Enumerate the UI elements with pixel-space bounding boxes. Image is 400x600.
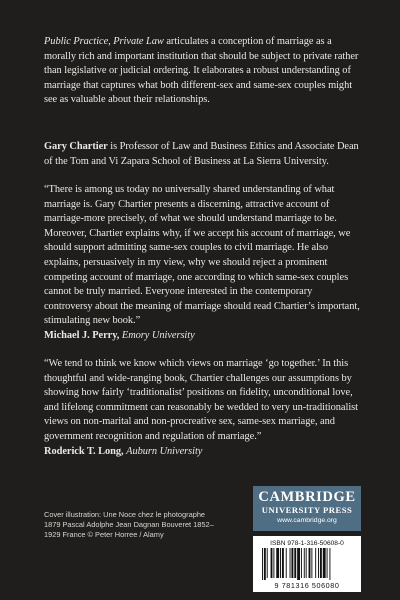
endorsement: “There is among us today no universally shared understanding of what marriage is. Gary Chartier presents a discerning, attractive account of marriage-more precisely, of what we should understand marriage to be. Moreover, Chartier explains why, if we accept his account of marriage, we should support admitting same-sex couples to civil marriage. He also explains, persuasively in my view, why we should reject a prominent competing account of marriage, one according to which same-sex couples cannot be truly married. Everyone interested in the contemporary controversy about the meaning of marriage should read Chartier’s important, stimulating new book.” Michael J. Perry, Emory University bbox=[44, 184, 360, 341]
author-bio bbox=[44, 140, 360, 169]
author-bio-text: is Professor of Law and Business Ethics and Associate Dean of the Tom and Vi Zapara School of Business at La Sierra University. bbox=[44, 141, 359, 167]
endorsement-quote: “There is among us today no universally shared understanding of what marriage is. Gary Chartier presents a discerning, attractive account of marriage-more precisely, of what we should understand marriage to be. Moreover, Chartier explains why, if we accept his account of marriage, we should support admitting same-sex couples to civil marriage. He also explains, persuasively in my view, why we should reject a prominent competing account of marriage, one according to which same-sex couples cannot be truly married. Everyone interested in the contemporary controversy about the meaning of marriage should read Chartier’s important, stimulating new book.” bbox=[44, 184, 360, 327]
publisher-name: CAMBRIDGE bbox=[258, 489, 356, 505]
endorsement-quote: “We tend to think we know which views on marriage ‘go together.’ In this thoughtful and wide-ranging book, Chartier challenges our assumptions by showing how fairly ‘traditionalist’ positions on fidelity, unconditional love, and lifelong commitment can reasonably be wedded to very un-traditionalist views on non-marital and non-procreative sex, same-sex marriage, and government recognition and regulation of marriage.” bbox=[44, 358, 358, 442]
publisher-logo bbox=[253, 486, 361, 531]
endorser-affiliation: Auburn University bbox=[126, 445, 203, 457]
endorser-name: Michael J. Perry bbox=[44, 329, 117, 341]
publisher-subname: UNIVERSITY PRESS bbox=[261, 505, 353, 515]
book-title: Public Practice, Private Law bbox=[44, 36, 164, 47]
isbn-label: ISBN 978-1-316-50608-0 bbox=[270, 540, 344, 547]
barcode-digits: 9 781316 506080 bbox=[274, 581, 340, 590]
author-name: Gary Chartier bbox=[44, 141, 108, 152]
barcode bbox=[253, 536, 361, 592]
synopsis-text: articulates a conception of marriage as a morally rich and important institution that should be subject to private rather than legislative or judicial ordering. It elaborates a robust understanding of marriage that captures what both different-sex and same-sex couples might see as valuable about their relationships. bbox=[44, 36, 359, 106]
book-synopsis bbox=[44, 35, 360, 108]
endorsement: “We tend to think we know which views on marriage ‘go together.’ In this thoughtful and wide-ranging book, Chartier challenges our assumptions by showing how fairly ‘traditionalist’ positions on fidelity, unconditional love, and lifelong commitment can reasonably be wedded to very un-traditionalist views on non-marital and non-procreative sex, same-sex marriage, and government recognition and regulation of marriage.” Roderick T. Long, Auburn University bbox=[44, 358, 358, 457]
cover-illustration-credit: Cover illustration: Une Noce chez le photographe 1879 Pascal Adolphe Jean Dagnan Bouveret 1852–1929 France © Peter Horree / Alamy bbox=[44, 510, 214, 540]
endorser-name: Roderick T. Long bbox=[44, 445, 122, 457]
barcode-bars-icon bbox=[261, 548, 353, 580]
publisher-url: www.cambridge.org bbox=[277, 517, 337, 524]
endorser-affiliation: Emory University bbox=[121, 329, 195, 341]
